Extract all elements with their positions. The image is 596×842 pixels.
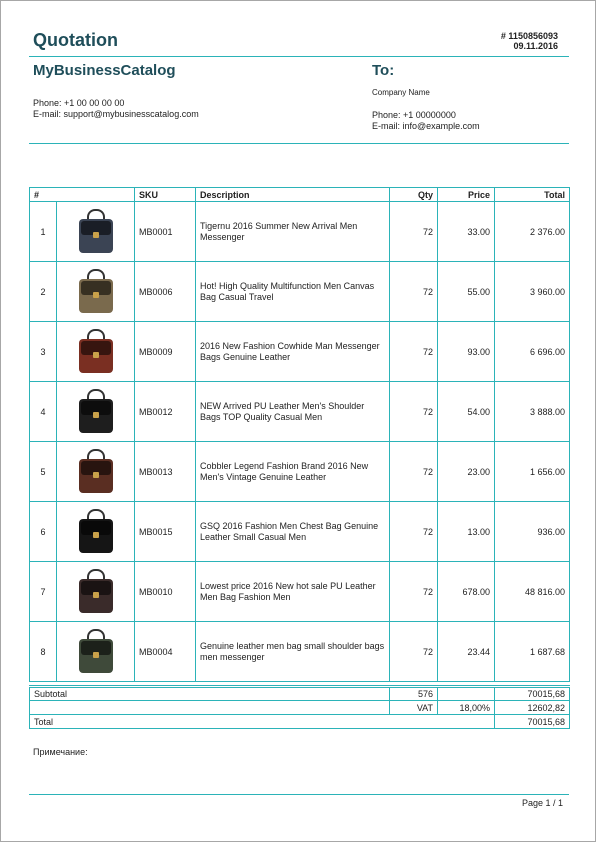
row-total: 2 376.00 — [495, 202, 570, 262]
items-header-row — [30, 188, 570, 202]
buyer-company: Company Name — [372, 88, 430, 97]
table-row — [30, 202, 570, 262]
vat-row — [30, 701, 570, 715]
row-description: Hot! High Quality Multifunction Men Canvas Bag Casual Travel — [196, 262, 390, 322]
row-description: 2016 New Fashion Cowhide Man Messenger Bags Genuine Leather — [196, 322, 390, 382]
header-qty: Qty — [390, 188, 438, 202]
row-qty: 72 — [390, 502, 438, 562]
row-price: 54.00 — [438, 382, 495, 442]
row-description: Genuine leather men bag small shoulder bags men messenger — [196, 622, 390, 682]
table-row — [30, 382, 570, 442]
buyer-label: To: — [372, 62, 395, 79]
row-sku: MB0013 — [135, 442, 196, 502]
subtotal-qty: 576 — [390, 687, 438, 701]
vat-rate: 18,00% — [438, 701, 495, 715]
row-price: 33.00 — [438, 202, 495, 262]
buyer-email: E-mail: info@example.com — [372, 121, 480, 131]
row-qty: 72 — [390, 262, 438, 322]
buyer-contact — [372, 110, 480, 132]
row-thumbnail — [57, 382, 135, 442]
row-qty: 72 — [390, 442, 438, 502]
totals-table — [29, 685, 570, 729]
table-row — [30, 262, 570, 322]
table-row — [30, 322, 570, 382]
row-sku: MB0001 — [135, 202, 196, 262]
row-sku: MB0004 — [135, 622, 196, 682]
row-index: 2 — [30, 262, 57, 322]
row-qty: 72 — [390, 202, 438, 262]
total-amount: 70015,68 — [495, 715, 570, 729]
document-date: 09.11.2016 — [513, 41, 558, 51]
row-thumbnail — [57, 502, 135, 562]
olive-leather-bag-image — [75, 627, 117, 675]
row-description: NEW Arrived PU Leather Men's Shoulder Bags TOP Quality Casual Men — [196, 382, 390, 442]
row-index: 8 — [30, 622, 57, 682]
table-row — [30, 562, 570, 622]
document-number-block — [501, 31, 558, 51]
row-qty: 72 — [390, 382, 438, 442]
row-price: 678.00 — [438, 562, 495, 622]
row-price: 93.00 — [438, 322, 495, 382]
header-description: Description — [196, 188, 390, 202]
row-price: 13.00 — [438, 502, 495, 562]
document-number: # 1150856093 — [500, 31, 558, 41]
chest-bag-image — [75, 507, 117, 555]
header-sku: SKU — [135, 188, 196, 202]
row-qty: 72 — [390, 322, 438, 382]
header-divider — [29, 56, 569, 57]
table-row — [30, 622, 570, 682]
row-total: 3 960.00 — [495, 262, 570, 322]
row-sku: MB0009 — [135, 322, 196, 382]
page-counter: Page 1 / 1 — [521, 798, 563, 808]
header-index: # — [30, 188, 135, 202]
row-price: 55.00 — [438, 262, 495, 322]
table-row — [30, 442, 570, 502]
row-thumbnail — [57, 622, 135, 682]
row-index: 7 — [30, 562, 57, 622]
buyer-phone: Phone: +1 00000000 — [372, 110, 456, 120]
row-qty: 72 — [390, 622, 438, 682]
row-qty: 72 — [390, 562, 438, 622]
vintage-leather-bag-image — [75, 447, 117, 495]
row-thumbnail — [57, 262, 135, 322]
row-price: 23.44 — [438, 622, 495, 682]
subtotal-amount: 70015,68 — [495, 687, 570, 701]
row-description: Lowest price 2016 New hot sale PU Leather Men Bag Fashion Men — [196, 562, 390, 622]
vat-amount: 12602,82 — [495, 701, 570, 715]
seller-phone: Phone: +1 00 00 00 00 — [33, 98, 125, 108]
row-description: GSQ 2016 Fashion Men Chest Bag Genuine Leather Small Casual Men — [196, 502, 390, 562]
row-thumbnail — [57, 562, 135, 622]
total-label: Total — [30, 715, 495, 729]
row-thumbnail — [57, 322, 135, 382]
address-divider — [29, 143, 569, 144]
row-total: 1 687.68 — [495, 622, 570, 682]
row-sku: MB0006 — [135, 262, 196, 322]
row-index: 6 — [30, 502, 57, 562]
row-total: 48 816.00 — [495, 562, 570, 622]
subtotal-label: Subtotal — [30, 687, 390, 701]
black-leather-bag-image — [75, 387, 117, 435]
row-total: 1 656.00 — [495, 442, 570, 502]
footer-divider — [29, 794, 569, 795]
dark-pu-bag-image — [75, 567, 117, 615]
gray-shoulder-bag-image — [75, 207, 117, 255]
vat-label: VAT — [390, 701, 438, 715]
row-index: 3 — [30, 322, 57, 382]
header-total: Total — [495, 188, 570, 202]
row-description: Tigernu 2016 Summer New Arrival Men Messenger — [196, 202, 390, 262]
row-sku: MB0010 — [135, 562, 196, 622]
note-label: Примечание: — [33, 747, 88, 757]
subtotal-row — [30, 687, 570, 701]
total-row — [30, 715, 570, 729]
seller-name: MyBusinessCatalog — [33, 62, 176, 79]
row-index: 1 — [30, 202, 57, 262]
table-row — [30, 502, 570, 562]
items-table — [29, 187, 570, 682]
seller-email: E-mail: support@mybusinesscatalog.com — [33, 109, 199, 119]
row-index: 5 — [30, 442, 57, 502]
row-price: 23.00 — [438, 442, 495, 502]
row-thumbnail — [57, 442, 135, 502]
row-total: 936.00 — [495, 502, 570, 562]
row-description: Cobbler Legend Fashion Brand 2016 New Men's Vintage Genuine Leather — [196, 442, 390, 502]
header-price: Price — [438, 188, 495, 202]
row-thumbnail — [57, 202, 135, 262]
document-title: Quotation — [33, 30, 118, 50]
row-total: 6 696.00 — [495, 322, 570, 382]
row-index: 4 — [30, 382, 57, 442]
canvas-shoulder-bag-image — [75, 267, 117, 315]
brown-leather-bag-image — [75, 327, 117, 375]
row-sku: MB0012 — [135, 382, 196, 442]
row-total: 3 888.00 — [495, 382, 570, 442]
seller-contact — [33, 98, 199, 120]
row-sku: MB0015 — [135, 502, 196, 562]
